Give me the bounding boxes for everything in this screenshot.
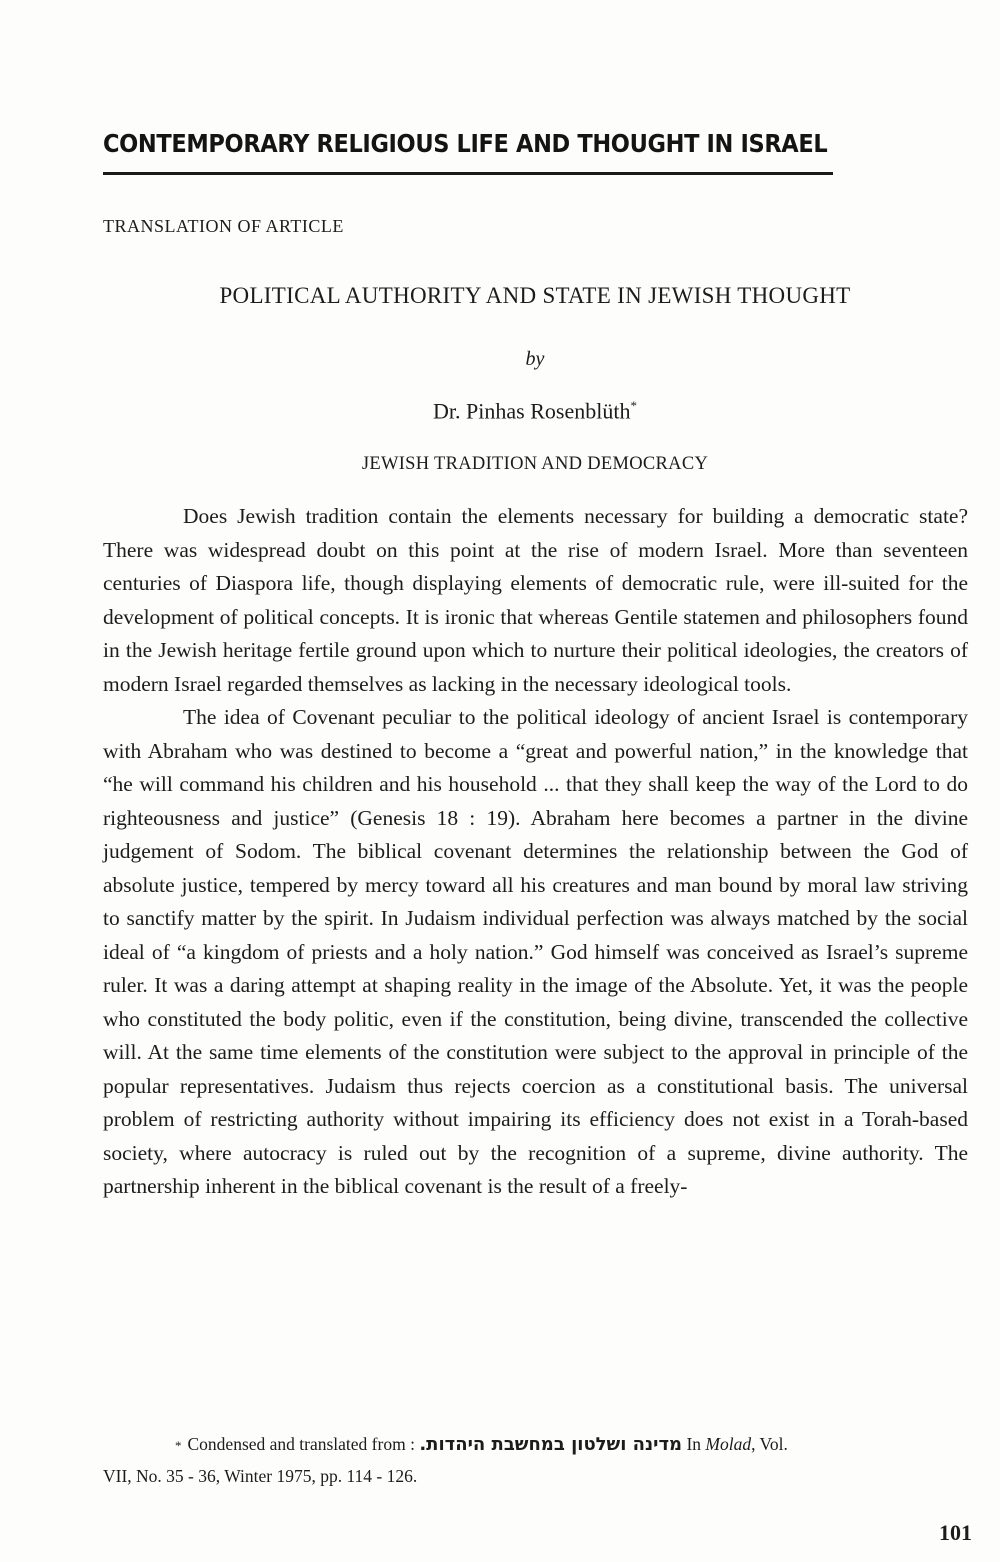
footnote-line <box>103 1429 971 1461</box>
footnote-marker: * <box>175 1438 182 1453</box>
footnote-citation: VII, No. 35 - 36, Winter 1975, pp. 114 - 126. <box>103 1466 418 1486</box>
footnote-volume: , Vol. <box>751 1434 788 1454</box>
section-label: TRANSLATION OF ARTICLE <box>103 216 344 236</box>
footnote-in: In <box>686 1434 702 1454</box>
page-number: 101 <box>939 1520 972 1545</box>
byline-by: by <box>525 348 545 370</box>
running-header: CONTEMPORARY RELIGIOUS LIFE AND THOUGHT IN ISRAEL <box>103 129 828 158</box>
article-title: POLITICAL AUTHORITY AND STATE IN JEWISH THOUGHT <box>219 283 851 308</box>
article-body <box>103 500 968 1204</box>
author-text: Dr. Pinhas Rosenblüth <box>433 398 631 424</box>
hebrew-title: מדינה ושלטון במחשבת היהדות. <box>419 1434 683 1455</box>
paragraph: The idea of Covenant peculiar to the political ideology of ancient Israel is contemporary with Abraham who was destined to become a “great and powerful nation,” in the knowledge that “he will command his children and his household ... that they shall keep the way of the Lord to do righteousness and justice” (Genesis 18 : 19). Abraham here becomes a partner in the divine judgement of Sodom. The biblical covenant determines the relationship between the God of absolute justice, tempered by mercy toward all his creatures and man bound by moral law striving to sanctify matter by the spirit. In Judaism individual perfection was always matched by the social ideal of “a kingdom of priests and a holy nation.” God himself was conceived as Israel’s supreme ruler. It was a daring attempt at shaping reality in the image of the Absolute. Yet, it was the people who constituted the body politic, even if the constitution, being divine, transcended the collective will. At the same time elements of the constitution were subject to the approval in principle of the popular representatives. Judaism thus rejects coercion as a constitutional basis. The universal problem of restricting authority without impairing its efficiency does not exist in a Torah-based society, where autocracy is ruled out by the recognition of a supreme, divine authority. The partnership inherent in the biblical covenant is the result of a freely- <box>103 705 968 1198</box>
header-rule <box>103 172 833 175</box>
author-name <box>0 391 1000 426</box>
footnote <box>103 1429 971 1491</box>
footnote-prefix: Condensed and translated from : <box>187 1434 415 1454</box>
section-heading: JEWISH TRADITION AND DEMOCRACY <box>361 454 709 474</box>
journal-name: Molad <box>705 1434 752 1454</box>
paragraph: Does Jewish tradition contain the elements necessary for building a democratic state? There was widespread doubt on this point at the rise of modern Israel. More than seventeen centuries of Diaspora life, though displaying elements of democratic rule, were ill-suited for the development of political concepts. It is ironic that whereas Gentile statemen and philosophers found in the Jewish heritage fertile ground upon which to nurture their political ideologies, the creators of modern Israel regarded themselves as lacking in the necessary ideological tools. <box>103 504 968 696</box>
footnote-marker: * <box>630 398 637 413</box>
